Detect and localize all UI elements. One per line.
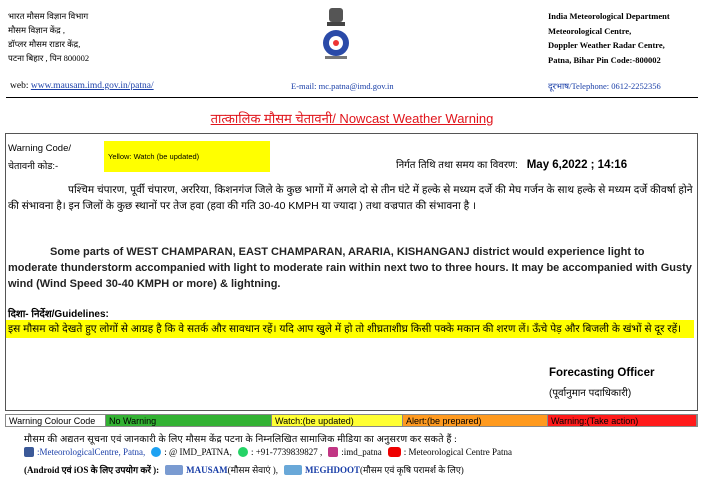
instagram-icon[interactable] [328, 447, 338, 457]
youtube-channel[interactable]: : Meteorological Centre Patna [403, 447, 512, 457]
header-divider [6, 97, 698, 98]
issue-value: May 6,2022 ; 14:16 [526, 159, 628, 171]
header-left-line: पटना बिहार , पिन 800002 [8, 53, 90, 63]
legend-watch: Watch:(be updated) [272, 415, 403, 426]
warning-text-english: Some parts of WEST CHAMPARAN, EAST CHAMPARAN, ARARIA, KISHANGANJ district would experience light to moderate thunderstorm accompanied with light to moderate rain within next two to three hours. It may be accompanied with Gusty wind (Wind Speed 30-40 KMPH or more) & lightning. [8, 246, 692, 290]
page-title: तात्कालिक मौसम चेतावनी/ Nowcast Weather Warning [210, 111, 494, 126]
national-emblem-icon [319, 6, 353, 60]
facebook-handle[interactable]: :MeteorologicalCentre, Patna, [37, 447, 146, 457]
legend-warning: Warning:(Take action) [548, 415, 697, 426]
twitter-handle[interactable]: : @ IMD_PATNA, [164, 447, 232, 457]
header-right-line: Patna, Bihar Pin Code:-800002 [548, 54, 661, 65]
meghdoot-app-name[interactable]: MEGHDOOT [304, 464, 360, 475]
guidelines-text: इस मौसम को देखते हुए लोगों से आग्रह है कि वे सतर्क और सावधान रहें। यदि आप खुले में हो तो शीघ्रताशीघ्र किसी पक्के मकान की शरण लें। ऊँचे पेड़ और बिजली के खंभों से दूर रहें। [6, 320, 694, 338]
warning-code-label-hi: चेतावनी कोड:- [8, 161, 59, 172]
legend-no-warning: No Warning [106, 415, 272, 426]
youtube-icon[interactable] [388, 447, 401, 457]
whatsapp-number[interactable]: : +91-7739839827 , [250, 447, 323, 457]
signature-title: Forecasting Officer [549, 367, 655, 379]
instagram-handle[interactable]: :imd_patna [341, 447, 382, 457]
mausam-app-note: (मौसम सेवाएं ), [227, 465, 278, 475]
social-links [24, 447, 512, 457]
header-left-line: भारत मौसम विज्ञान विभाग [8, 11, 89, 21]
header-right [548, 9, 698, 67]
meghdoot-app-note: (मौसम एवं कृषि परामर्श के लिए) [360, 465, 464, 475]
header-left-line: मौसम विज्ञान केंद्र , [8, 25, 65, 35]
issue-label: निर्गत तिथि तथा समय का विवरण: [396, 160, 518, 171]
legend-alert: Alert:(be prepared) [403, 415, 548, 426]
website-link[interactable]: www.mausam.imd.gov.in/patna/ [30, 81, 154, 91]
header-right-line: India Meteorological Department [548, 11, 670, 21]
signature-title-hi: (पूर्वानुमान पदाधिकारी) [549, 388, 632, 399]
warning-code-label: Warning Code/ [8, 143, 72, 154]
header-right-line: Doppler Weather Radar Centre, [548, 40, 665, 50]
email-link[interactable]: E-mail: mc.patna@imd.gov.in [291, 81, 394, 91]
mausam-app-name[interactable]: MAUSAM [186, 464, 228, 475]
website [10, 81, 154, 91]
web-label: web: [10, 81, 29, 91]
app-links [24, 463, 464, 476]
warning-text-hindi: पश्चिम चंपारण, पूर्वी चंपारण, अररिया, किशनगंज जिले के कुछ भागों में अगले दो से तीन घंटे में हल्के से मध्यम दर्जे की मेघ गर्जन के साथ हल्के से मध्यम दर्जे कीवर्षा होने की संभावना है। इन जिलों के कुछ स्थानों पर तेज हवा (हवा की गति 30-40 KMPH या ज्यादा ) तथा वज्रपात की संभावना है । [8, 184, 693, 212]
social-intro: मौसम की अद्यतन सूचना एवं जानकारी के लिए मौसम केंद्र पटना के निम्नलिखित सामाजिक मीडिया का अनुसरण कर सकते हैं : [24, 435, 457, 445]
apps-label: (Android एवं iOS के लिए उपयोग करें ): [24, 465, 160, 475]
header-left [8, 9, 198, 65]
warning-colour-legend [5, 414, 698, 427]
guidelines-label: दिशा- निर्देश/Guidelines: [8, 309, 109, 320]
meghdoot-app-icon[interactable] [284, 465, 302, 475]
header-right-line: Meteorological Centre, [548, 25, 632, 36]
mausam-app-icon[interactable] [165, 465, 183, 475]
whatsapp-icon[interactable] [238, 447, 248, 457]
header-left-line: डॉप्लर मौसम राडार केंद्र, [8, 39, 81, 49]
facebook-icon[interactable] [24, 447, 34, 457]
phone-number: दूरभाष/Telephone: 0612-2252356 [548, 81, 661, 91]
twitter-icon[interactable] [151, 447, 161, 457]
issue-datetime [396, 157, 627, 171]
legend-label: Warning Colour Code [6, 415, 106, 426]
warning-code-value: Yellow: Watch (be updated) [104, 141, 270, 172]
